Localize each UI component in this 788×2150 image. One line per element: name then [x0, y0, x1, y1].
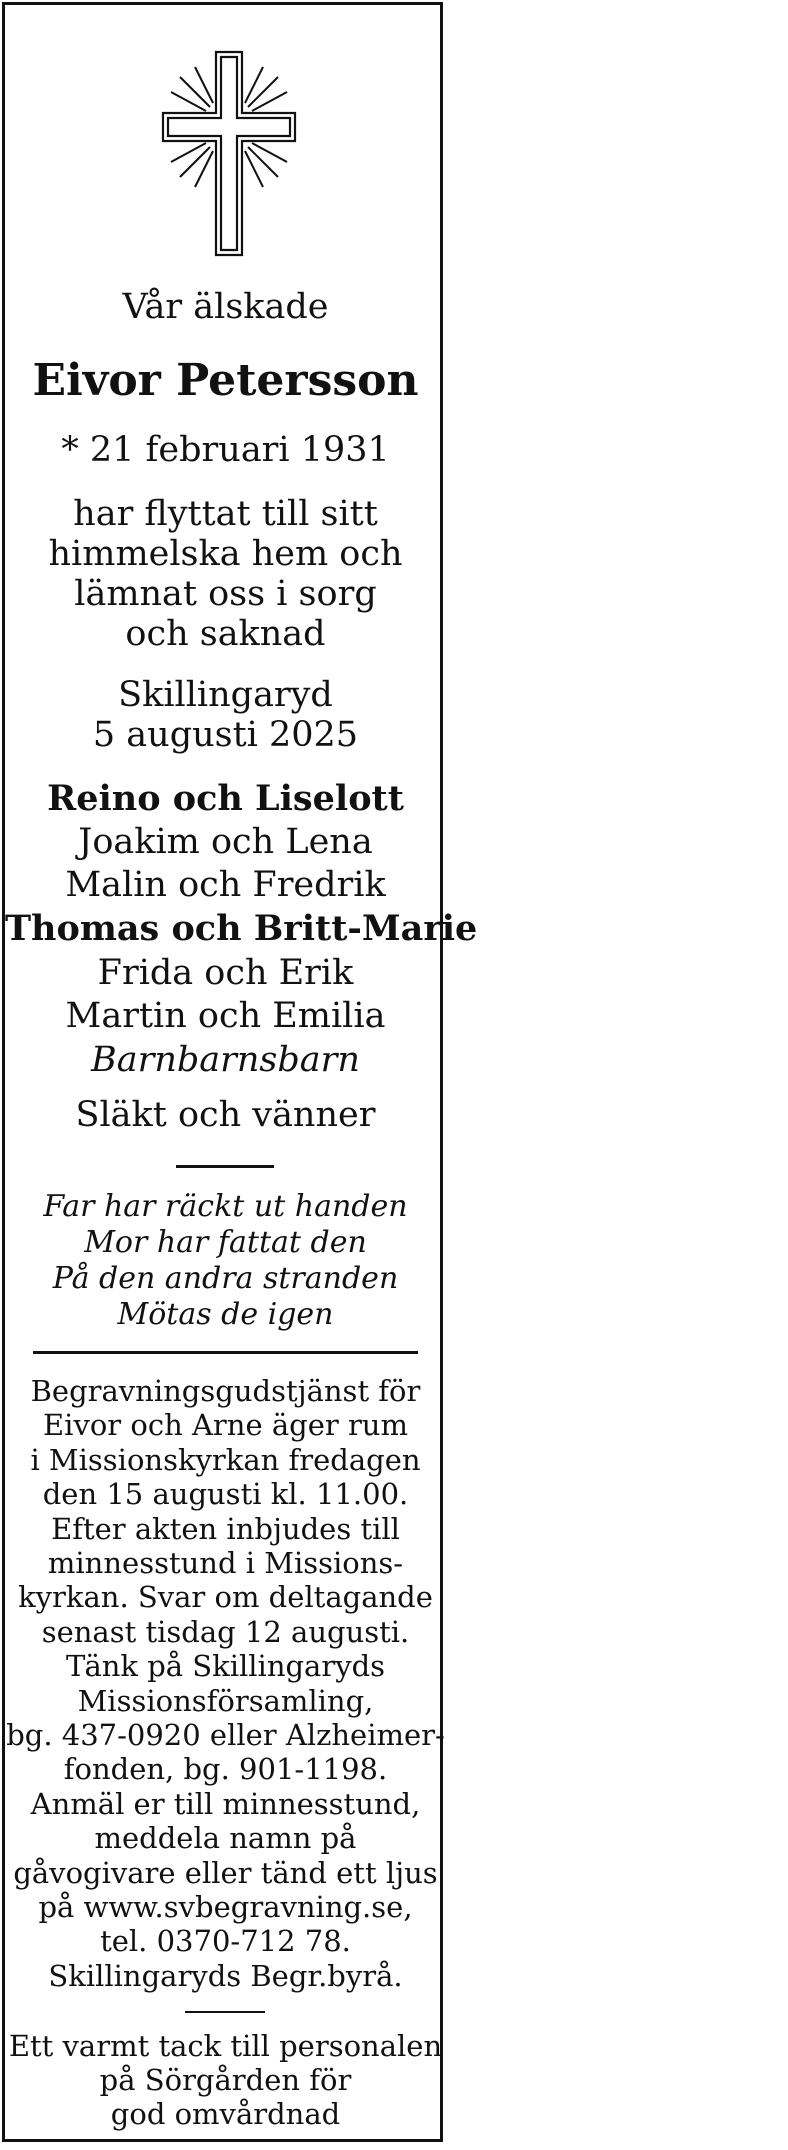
thanks-line: god omvårdnad — [110, 2097, 341, 2131]
mourner-line: Reino och Liselott — [47, 778, 404, 819]
death-date: 5 augusti 2025 — [92, 715, 359, 755]
funeral-info-line: Missionsförsamling, — [77, 1683, 374, 1718]
funeral-info-line: tel. 0370-712 78. — [100, 1924, 351, 1959]
mourner-line: Thomas och Britt-Marie — [5, 908, 478, 949]
short-divider — [176, 1165, 274, 1168]
funeral-info-line: Skillingaryds Begr.byrå. — [48, 1958, 403, 1993]
thanks-line: Ett varmt tack till personalen — [8, 2029, 443, 2063]
poem-line: Mor har fattat den — [84, 1225, 367, 1260]
poem-line: Far har räckt ut handen — [43, 1189, 408, 1224]
funeral-info-line: på www.svbegravning.se, — [38, 1890, 413, 1924]
mourner-line: Joakim och Lena — [78, 822, 373, 862]
funeral-info-line: Efter akten inbjudes till — [51, 1511, 400, 1546]
long-divider — [33, 1351, 418, 1354]
funeral-info-line: den 15 augusti kl. 11.00. — [42, 1477, 409, 1512]
funeral-info-line: bg. 437-0920 eller Alzheimer- — [6, 1718, 445, 1752]
funeral-info-line: i Missionskyrkan fredagen — [30, 1442, 421, 1477]
relatives-line: Släkt och vänner — [75, 1095, 376, 1135]
poem-line: På den andra stranden — [52, 1261, 399, 1296]
poem-line: Mötas de igen — [117, 1297, 334, 1332]
message-line: och saknad — [125, 614, 326, 654]
funeral-info-line: Eivor och Arne äger rum — [43, 1408, 408, 1443]
birth-date: * 21 februari 1931 — [61, 430, 390, 470]
cross-icon — [159, 49, 299, 259]
mourner-line: Malin och Fredrik — [65, 865, 386, 905]
thanks-line: på Sörgården för — [99, 2063, 352, 2097]
short-divider — [185, 2011, 265, 2013]
mourner-line: Frida och Erik — [97, 953, 354, 993]
funeral-info-line: kyrkan. Svar om deltagande — [18, 1580, 433, 1615]
funeral-info-line: Tänk på Skillingaryds — [65, 1649, 386, 1684]
deceased-name: Eivor Petersson — [32, 355, 419, 406]
mourner-line: Barnbarnsbarn — [91, 1040, 360, 1080]
funeral-info-line: senast tisdag 12 augusti. — [41, 1614, 410, 1649]
funeral-info-line: meddela namn på — [94, 1821, 357, 1856]
message-line: himmelska hem och — [48, 534, 403, 574]
funeral-info-line: gåvogivare eller tänd ett ljus — [13, 1855, 438, 1890]
death-place: Skillingaryd — [118, 675, 333, 715]
funeral-info-line: Anmäl er till minnesstund, — [30, 1786, 421, 1821]
funeral-info-line: minnesstund i Missions- — [47, 1546, 404, 1580]
message-line: lämnat oss i sorg — [74, 574, 377, 614]
intro-text: Vår älskade — [122, 287, 329, 327]
obituary-notice — [2, 2, 478, 2142]
mourner-line: Martin och Emilia — [65, 996, 386, 1036]
funeral-info-line: Begravningsgudstjänst för — [30, 1374, 421, 1408]
message-line: har flyttat till sitt — [73, 494, 378, 534]
funeral-info-line: fonden, bg. 901-1198. — [63, 1752, 388, 1787]
